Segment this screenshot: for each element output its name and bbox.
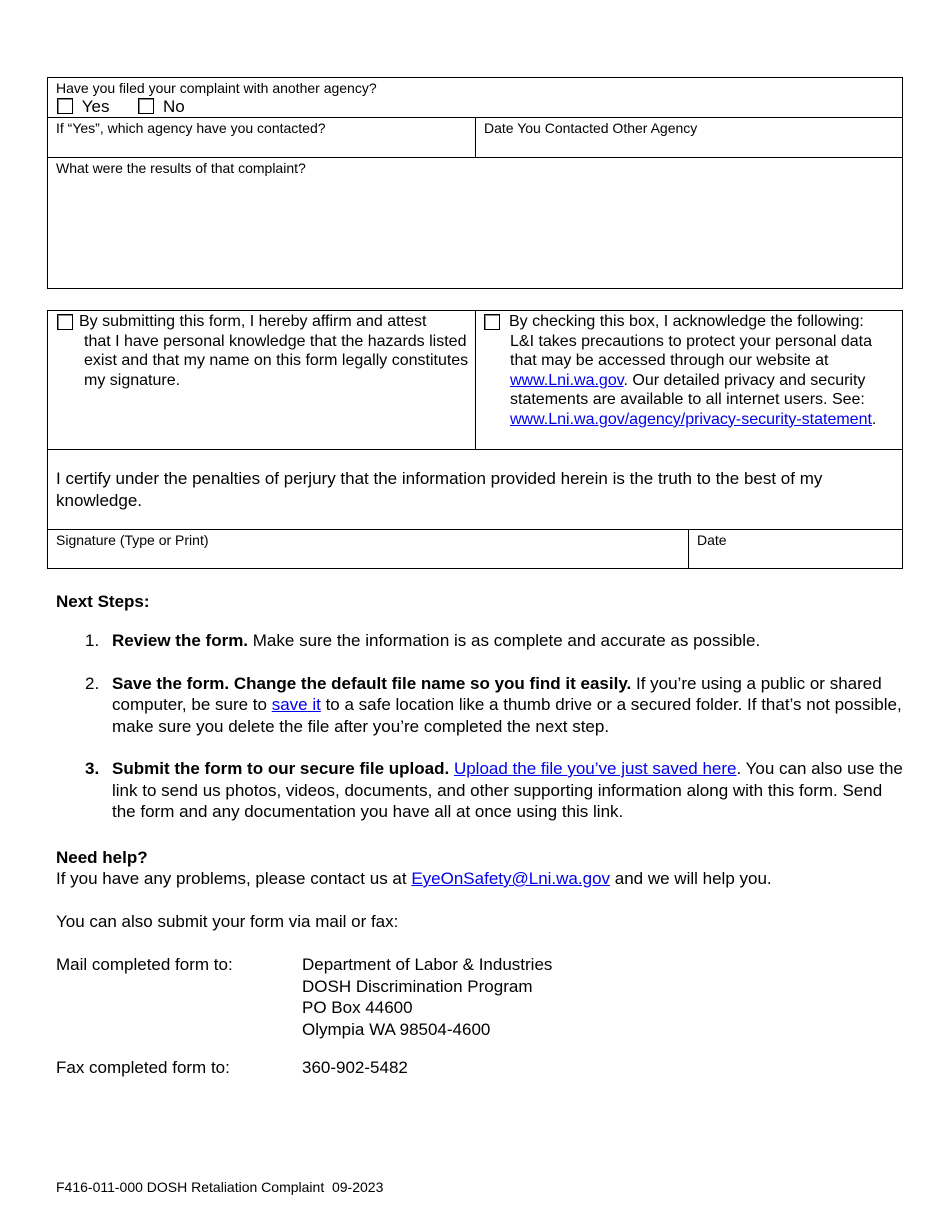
mail-address-line: DOSH Discrimination Program <box>302 976 533 996</box>
step-text: to a safe location like a thumb drive or a secured folder. If that’s not possible, make sure you delete the file after you’re completed the next step. <box>112 695 902 736</box>
help-text-a: If you have any problems, please contact us at <box>56 869 412 888</box>
step-submit <box>56 758 906 823</box>
certify-text: I certify under the penalties of perjury that the information provided herein is the truth to the best of my knowledge. <box>56 469 823 510</box>
affirm-checkbox[interactable] <box>57 314 73 330</box>
signature-field[interactable] <box>48 530 689 568</box>
acknowledge-text-b: . Our detailed privacy and security statements are available to all internet users. See: <box>510 371 866 408</box>
acknowledge-cell <box>476 311 902 450</box>
upload-file-link[interactable]: Upload the file you’ve just saved here <box>453 759 737 778</box>
complaint-results-field[interactable] <box>48 158 902 288</box>
step-text: Make sure the information is as complete and accurate as possible. <box>248 631 761 650</box>
yes-no-group <box>57 97 185 117</box>
mail-fax-intro: You can also submit your form via mail or fax: <box>56 912 399 931</box>
acknowledge-text-a: L&I takes precautions to protect your personal data that may be accessed through our website at <box>510 332 872 369</box>
affirm-text-line1: By submitting this form, I hereby affirm and attest <box>79 313 427 330</box>
no-checkbox[interactable] <box>138 98 154 114</box>
which-agency-field[interactable] <box>48 118 476 158</box>
mail-address-line: Olympia WA 98504-4600 <box>302 1019 491 1039</box>
mail-address-line: Department of Labor & Industries <box>302 955 553 974</box>
signature-date-label: Date <box>697 532 727 548</box>
next-steps-list <box>56 630 906 844</box>
affirmation-section <box>47 310 903 569</box>
signature-label: Signature (Type or Print) <box>56 532 209 548</box>
no-label: No <box>162 97 185 116</box>
step-title: Review the form. <box>112 631 249 650</box>
agency-section <box>47 77 903 289</box>
affirm-text-rest: that I have personal knowledge that the hazards listed exist and that my name on this form legally constitutes my signature. <box>84 332 469 389</box>
other-agency-question-row <box>48 78 902 118</box>
step-number: 1. <box>85 631 100 650</box>
lni-website-link[interactable]: www.Lni.wa.gov <box>510 371 624 389</box>
which-agency-label: If “Yes”, which agency have you contacted? <box>56 120 326 136</box>
signature-date-field[interactable] <box>689 530 902 568</box>
help-heading: Need help? <box>56 848 148 867</box>
certify-cell <box>48 450 902 530</box>
help-text-b: and we will help you. <box>610 869 772 888</box>
other-agency-question: Have you filed your complaint with another agency? <box>56 80 377 96</box>
help-text <box>56 868 906 890</box>
acknowledge-text-line1: By checking this box, I acknowledge the following: <box>509 313 864 330</box>
support-email-link[interactable]: EyeOnSafety@Lni.wa.gov <box>411 869 611 888</box>
yes-checkbox[interactable] <box>57 98 73 114</box>
date-contacted-field[interactable] <box>476 118 902 158</box>
date-contacted-label: Date You Contacted Other Agency <box>484 120 698 136</box>
step-save <box>56 673 906 738</box>
acknowledge-text-c: . <box>871 410 877 428</box>
step-title: Save the form. Change the default file name so you find it easily. <box>112 673 632 693</box>
mail-label: Mail completed form to: <box>56 955 233 974</box>
privacy-statement-link[interactable]: www.Lni.wa.gov/agency/privacy-security-statement <box>510 410 872 428</box>
fax-label: Fax completed form to: <box>56 1058 230 1077</box>
save-it-link[interactable]: save it <box>271 695 321 714</box>
next-steps-heading: Next Steps: <box>56 592 150 611</box>
mail-address-line: PO Box 44600 <box>302 998 413 1017</box>
step-number: 3. <box>85 759 100 778</box>
step-text: . You can also use the link to send us photos, videos, documents, and other supporting information along with this form. Send the form and any documentation you have all at once using this link. <box>112 759 903 821</box>
step-review <box>56 630 906 652</box>
fax-number: 360-902-5482 <box>302 1058 408 1077</box>
acknowledge-checkbox[interactable] <box>484 314 500 330</box>
step-text: If you’re using a public or shared computer, be sure to <box>112 673 882 714</box>
step-number: 2. <box>85 673 100 693</box>
step-title: Submit the form to our secure file upload. <box>112 759 450 778</box>
mail-address <box>302 954 552 1040</box>
acknowledge-text <box>509 312 901 429</box>
affirm-cell <box>48 311 476 450</box>
yes-label: Yes <box>81 97 110 116</box>
form-footer-id: F416-011-000 DOSH Retaliation Complaint 09-2023 <box>56 1179 384 1195</box>
affirm-text <box>79 312 469 390</box>
complaint-results-label: What were the results of that complaint? <box>56 160 306 176</box>
